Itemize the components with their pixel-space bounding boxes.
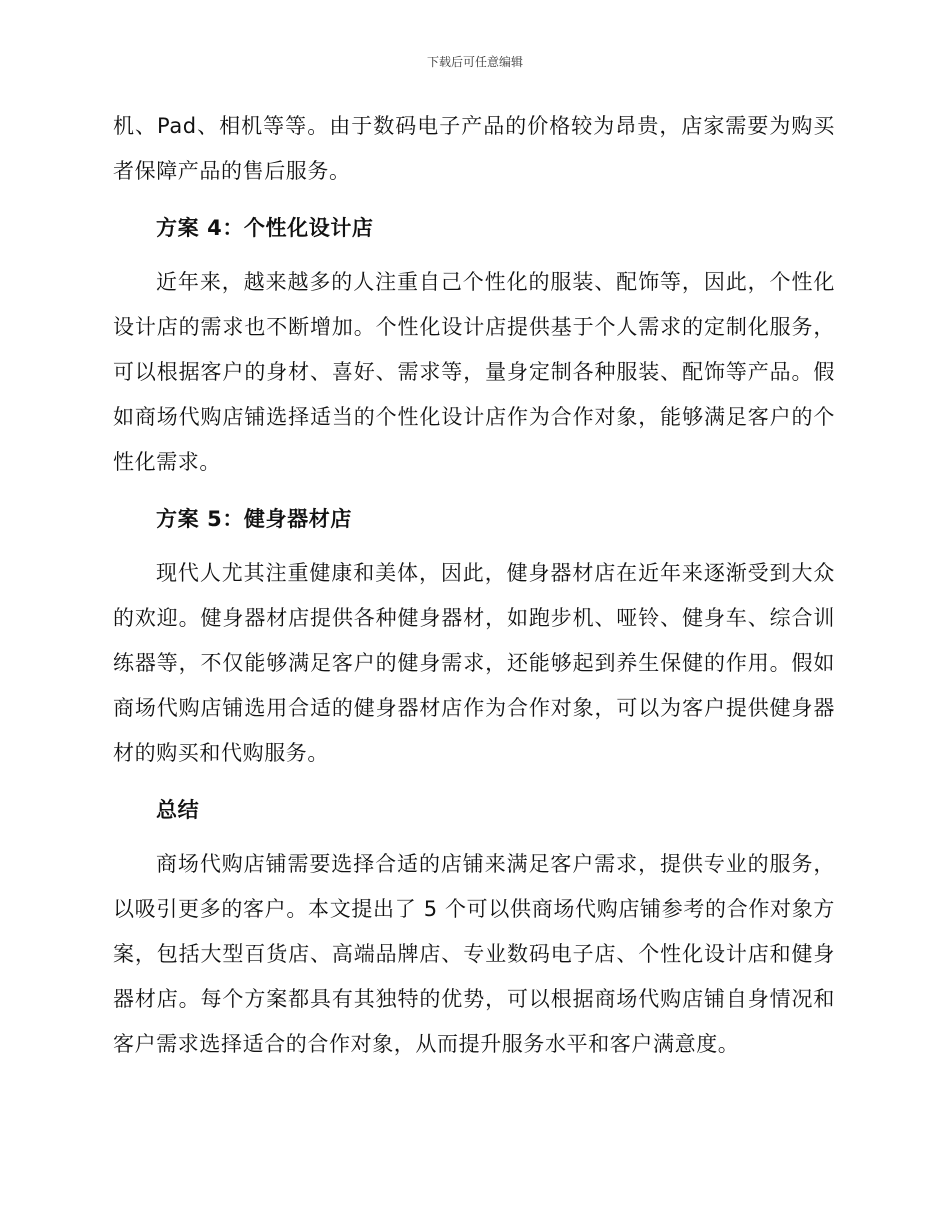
summary-paragraph: 商场代购店铺需要选择合适的店铺来满足客户需求，提供专业的服务，以吸引更多的客户。本文提出了 5 个可以供商场代购店铺参考的合作对象方案，包括大型百货店、高端品牌店、专业数码电子店、个性化设计店和健身器材店。每个方案都具有其独特的优势，可以根据商场代购店铺自身情况和客户需求选择适合的合作对象，从而提升服务水平和客户满意度。 — [113, 852, 835, 1056]
header-note: 下载后可任意编辑 — [426, 55, 523, 69]
document-body — [113, 104, 835, 1067]
summary-heading: 总结 — [156, 798, 200, 822]
section-5-paragraph: 现代人尤其注重健康和美体，因此，健身器材店在近年来逐渐受到大众的欢迎。健身器材店提供各种健身器材，如跑步机、哑铃、健身车、综合训练器等，不仅能够满足客户的健身需求，还能够起到养生保健的作用。假如商场代购店铺选用合适的健身器材店作为合作对象，可以为客户提供健身器材的购买和代购服务。 — [113, 561, 835, 765]
section-5-heading: 方案 5：健身器材店 — [156, 507, 352, 531]
section-4-heading: 方案 4：个性化设计店 — [156, 216, 374, 240]
intro-paragraph: 机、Pad、相机等等。由于数码电子产品的价格较为昂贵，店家需要为购买者保障产品的售后服务。 — [113, 114, 835, 183]
section-4-paragraph: 近年来，越来越多的人注重自己个性化的服装、配饰等，因此，个性化设计店的需求也不断增加。个性化设计店提供基于个人需求的定制化服务，可以根据客户的身材、喜好、需求等，量身定制各种服装、配饰等产品。假如商场代购店铺选择适当的个性化设计店作为合作对象，能够满足客户的个性化需求。 — [113, 270, 835, 474]
